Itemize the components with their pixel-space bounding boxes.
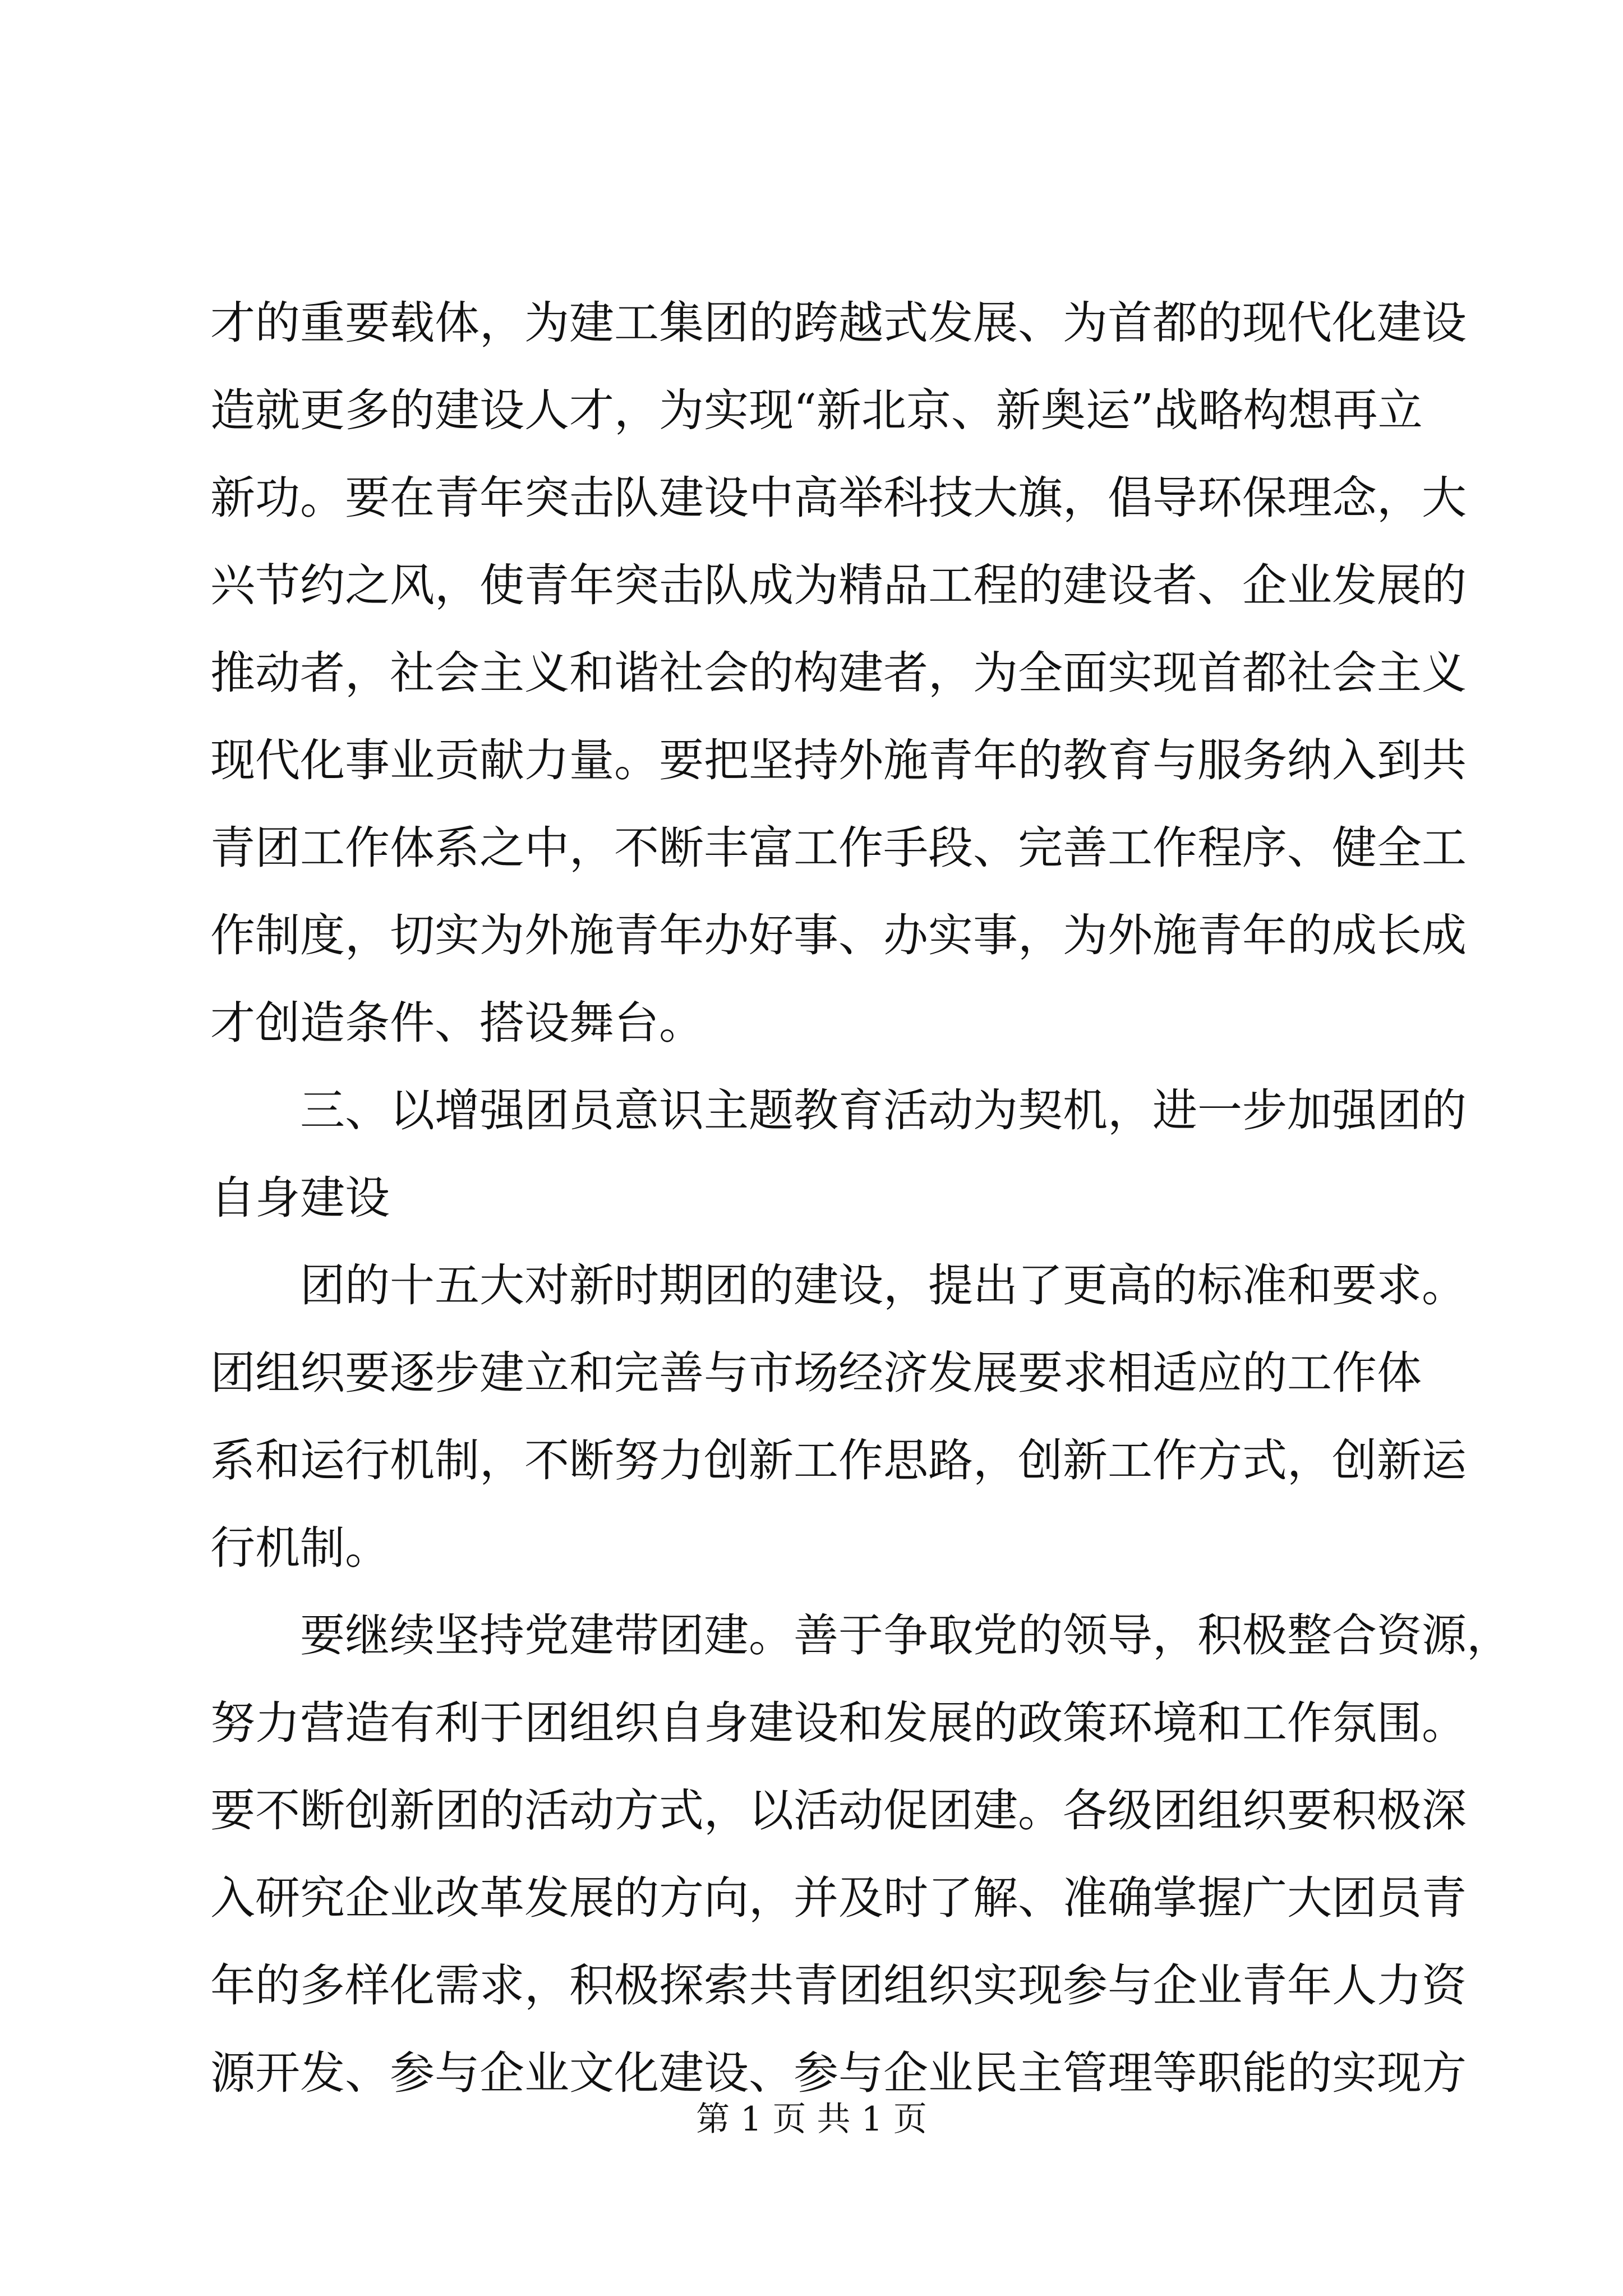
text-line: 团的十五大对新时期团的建设，提出了更高的标准和要求。	[300, 1259, 1467, 1312]
text-line: 源开发、参与企业文化建设、参与企业民主管理等职能的实现方	[210, 2047, 1467, 2099]
text-line: 要不断创新团的活动方式，以活动促团建。各级团组织要积极深	[210, 1784, 1467, 1837]
text-line: 造就更多的建设人才，为实现“新北京、新奥运”战略构想再立	[210, 384, 1423, 436]
text-line: 行机制。	[210, 1522, 390, 1574]
section-heading-line: 自身建设	[210, 1172, 390, 1224]
text-line: 要继续坚持党建带团建。善于争取党的领导，积极整合资源，	[300, 1609, 1511, 1662]
document-body	[210, 279, 1511, 2117]
text-line: 才创造条件、搭设舞台。	[210, 997, 704, 1049]
section-heading-line: 三、以增强团员意识主题教育活动为契机，进一步加强团的	[300, 1084, 1467, 1137]
text-line: 入研究企业改革发展的方向，并及时了解、准确掌握广大团员青	[210, 1872, 1467, 1924]
text-line: 年的多样化需求，积极探索共青团组织实现参与企业青年人力资	[210, 1959, 1467, 2012]
text-line: 努力营造有利于团组织自身建设和发展的政策环境和工作氛围。	[210, 1697, 1467, 1749]
text-line: 作制度，切实为外施青年办好事、办实事，为外施青年的成长成	[210, 909, 1467, 961]
page-number-footer: 第 1 页 共 1 页	[696, 2100, 927, 2139]
text-line: 推动者，社会主义和谐社会的构建者，为全面实现首都社会主义	[210, 647, 1467, 699]
text-line: 现代化事业贡献力量。要把坚持外施青年的教育与服务纳入到共	[210, 734, 1467, 786]
text-line: 兴节约之风，使青年突击队成为精品工程的建设者、企业发展的	[210, 559, 1467, 611]
text-line: 青团工作体系之中，不断丰富工作手段、完善工作程序、健全工	[210, 822, 1467, 874]
text-line: 团组织要逐步建立和完善与市场经济发展要求相适应的工作体	[210, 1347, 1422, 1399]
text-line: 系和运行机制，不断努力创新工作思路，创新工作方式，创新运	[210, 1434, 1467, 1487]
text-line: 新功。要在青年突击队建设中高举科技大旗，倡导环保理念，大	[210, 472, 1467, 524]
text-line: 才的重要载体，为建工集团的跨越式发展、为首都的现代化建设	[210, 297, 1467, 349]
